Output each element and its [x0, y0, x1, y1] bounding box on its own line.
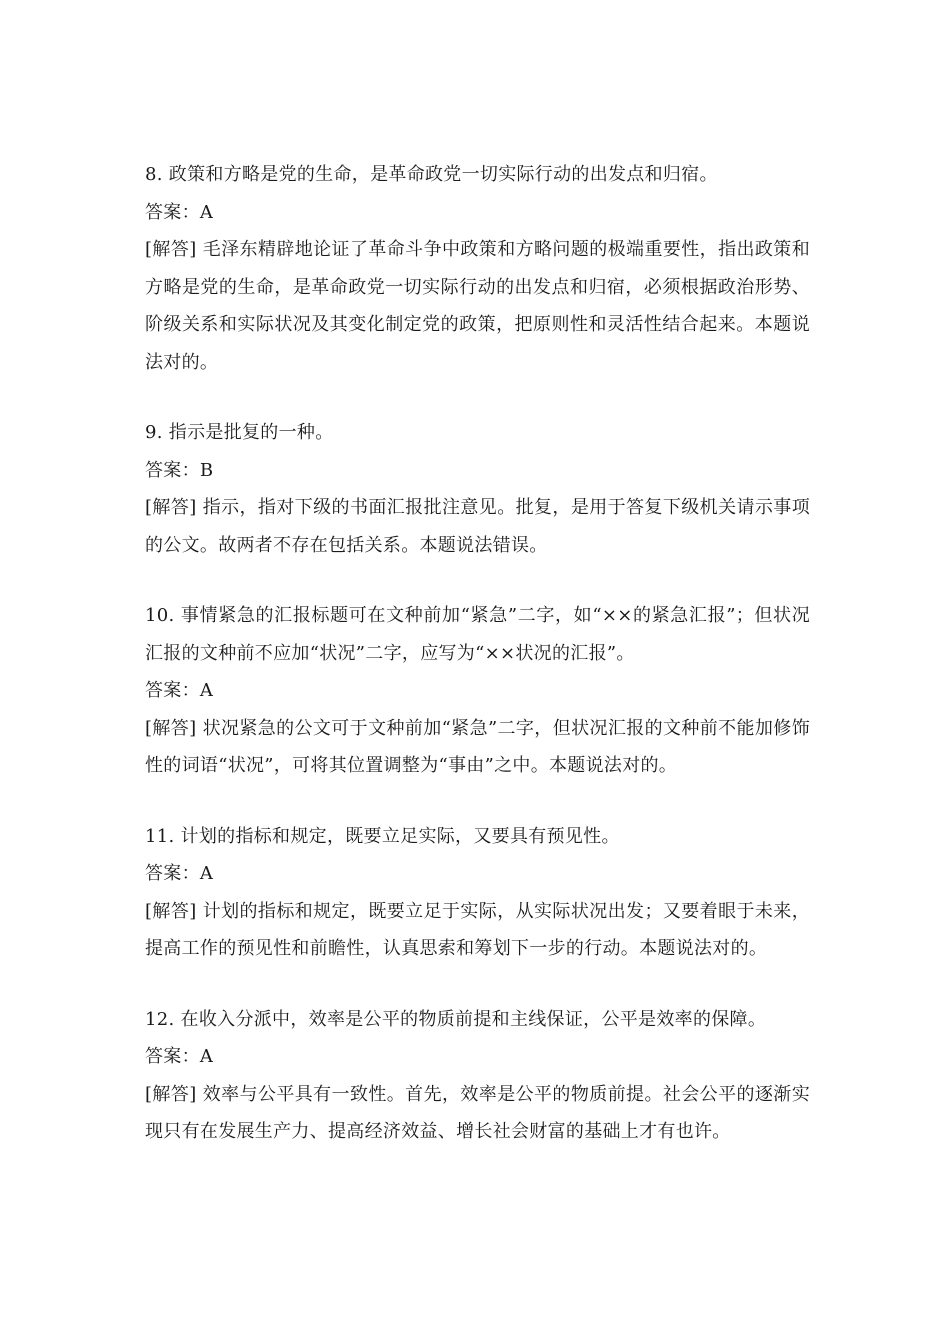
question-text: 12. 在收入分派中，效率是公平的物质前提和主线保证，公平是效率的保障。	[145, 1008, 767, 1030]
answer-text: 答案：A	[145, 863, 214, 884]
question-text: 8. 政策和方略是党的生命，是革命政党一切实际行动的出发点和归宿。	[145, 164, 718, 185]
question-text: 11. 计划的指标和规定，既要立足实际，又要具有预见性。	[145, 825, 620, 847]
question-text: 9. 指示是批复的一种。	[145, 422, 334, 443]
explanation-text: [解答] 指示，指对下级的书面汇报批注意见。批复，是用于答复下级机关请示事项的公文。故两者不存在包括关系。本题说法错误。	[145, 497, 810, 556]
document-page	[145, 156, 810, 1184]
question-block-11	[145, 818, 810, 968]
question-text: 10. 事情紧急的汇报标题可在文种前加“紧急”二字，如“××的紧急汇报”；但状况汇报的文种前不应加“状况”二字，应写为“××状况的汇报”。	[145, 605, 810, 664]
answer-text: 答案：A	[145, 680, 214, 701]
answer-text: 答案：B	[145, 459, 214, 481]
answer-text: 答案：A	[145, 1046, 214, 1067]
explanation-text: [解答] 效率与公平具有一致性。首先，效率是公平的物质前提。社会公平的逐渐实现只有在发展生产力、提高经济效益、增长社会财富的基础上才有也许。	[145, 1083, 810, 1142]
explanation-text: [解答] 计划的指标和规定，既要立足于实际，从实际状况出发；又要着眼于未来，提高工作的预见性和前瞻性，认真思索和筹划下一步的行动。本题说法对的。	[145, 900, 810, 959]
question-block-8	[145, 156, 810, 381]
explanation-text: [解答] 状况紧急的公文可于文种前加“紧急”二字，但状况汇报的文种前不能加修饰性的词语“状况”，可将其位置调整为“事由”之中。本题说法对的。	[145, 717, 810, 776]
question-block-10	[145, 597, 810, 785]
question-block-12	[145, 1001, 810, 1151]
answer-text: 答案：A	[145, 201, 214, 223]
question-block-9	[145, 414, 810, 564]
explanation-text: [解答] 毛泽东精辟地论证了革命斗争中政策和方略问题的极端重要性，指出政策和方略是党的生命，是革命政党一切实际行动的出发点和归宿，必须根据政治形势、阶级关系和实际状况及其变化制定党的政策，把原则性和灵活性结合起来。本题说法对的。	[145, 239, 810, 373]
